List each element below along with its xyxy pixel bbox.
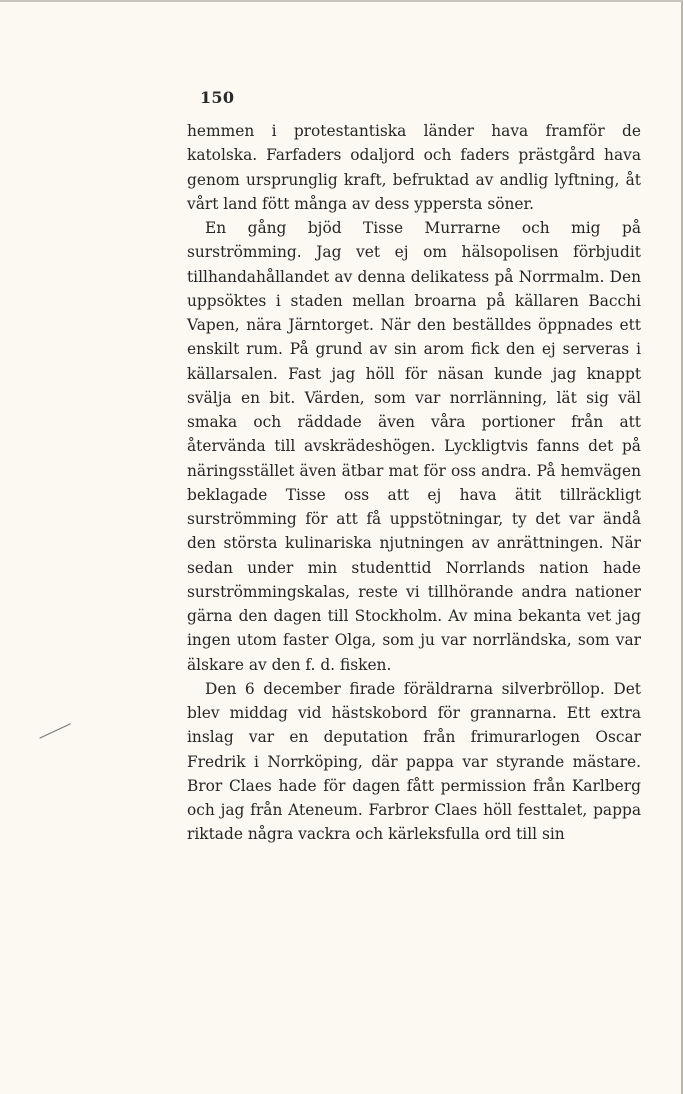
paragraph-2: En gång bjöd Tisse Murrarne och mig på surströmming. Jag vet ej om hälsopolisen förbjudit tillhandahållandet av denna delikatess på Norrmalm. Den uppsöktes i staden mellan broarna på källaren Bacchi Vapen, nära Järntorget. När den beställdes öppnades ett enskilt rum. På grund av sin arom fick den ej serveras i källarsalen. Fast jag höll för näsan kunde jag knappt svälja en bit. Värden, som var norrlänning, lät sig väl smaka och räddade även våra portioner från att återvända till avskrädeshögen. Lyckligtvis fanns det på näringsstället även ätbar mat för oss andra. På hemvägen beklagade Tisse oss att ej hava ätit tillräckligt surströmming för att få uppstötningar, ty det var ändå den största kulinariska njutningen av anrättningen. När sedan under min studenttid Norrlands nation hade surströmmingskalas, reste vi tillhörande andra nationer gärna den dagen till Stockholm. Av mina bekanta vet jag ingen utom faster Olga, som ju var norrländska, som var älskare av den f. d. fisken. (187, 219, 641, 674)
paragraph-3: Den 6 december firade föräldrarna silverbröllop. Det blev middag vid hästskobord för grannarna. Ett extra inslag var en deputation från frimurarlogen Oscar Fredrik i Norrköping, där pappa var styrande mästare. Bror Claes hade för dagen fått permission från Karlberg och jag från Ateneum. Farbror Claes höll festtalet, pappa riktade några vackra och kärleksfulla ord till sin (187, 679, 641, 844)
page-number: 150 (200, 88, 235, 107)
paragraph-1: hemmen i protestantiska länder hava framför de katolska. Farfaders odaljord och faders prästgård hava genom ursprunglig kraft, befruktad av andlig lyftning, åt vårt land fött många av dess yppersta söner. (187, 122, 641, 213)
body-text (187, 119, 641, 847)
pencil-margin-mark (38, 722, 72, 740)
